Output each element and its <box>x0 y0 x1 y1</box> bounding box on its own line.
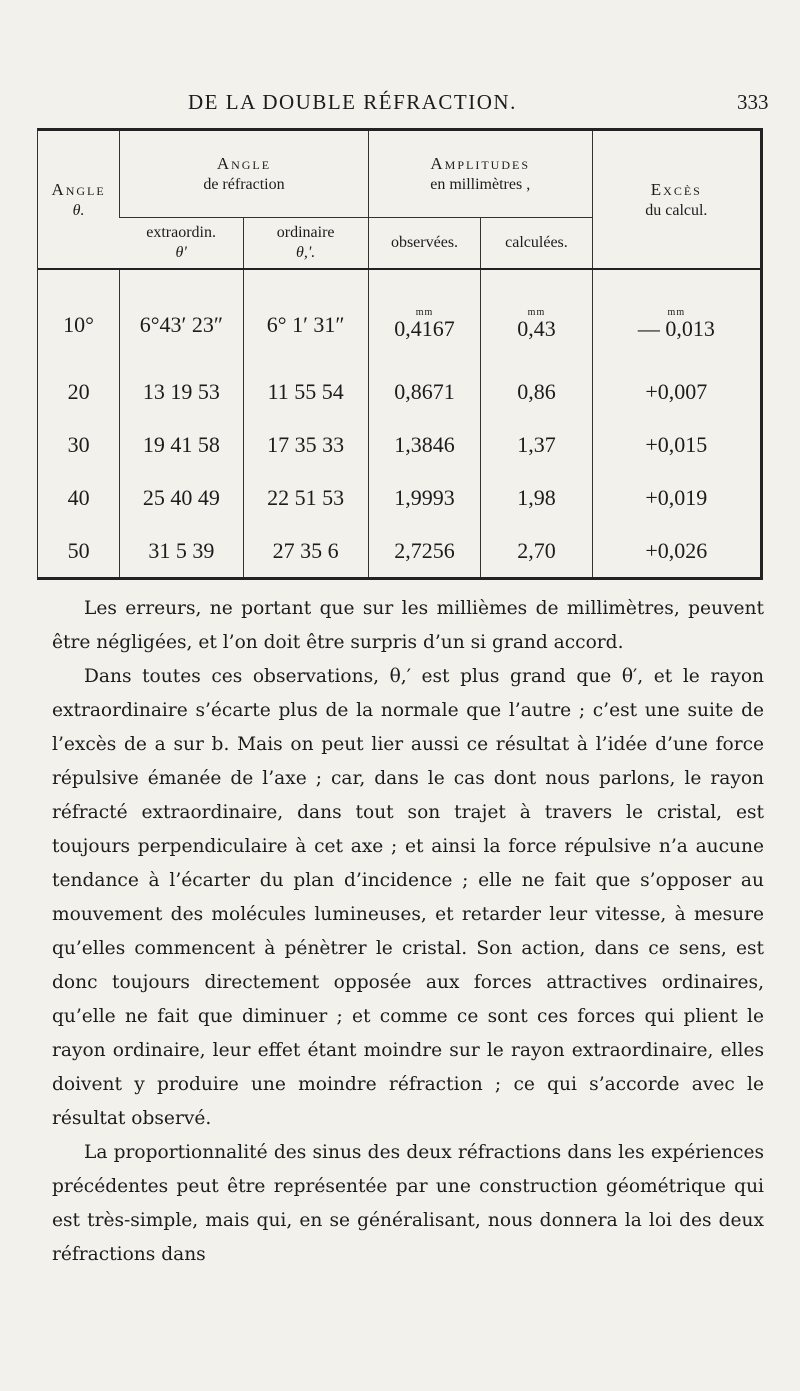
cell-ordinary: 11 55 54 <box>243 366 368 419</box>
body-text <box>52 592 764 1272</box>
header-excess: Excès du calcul. <box>592 131 760 269</box>
cell-extraordinary: 6°43′ 23″ <box>120 269 243 366</box>
header-observed: observées. <box>368 218 480 270</box>
cell-extraordinary: 13 19 53 <box>120 366 243 419</box>
cell-calculated: 2,70 <box>481 524 592 577</box>
cell-observed: 1,3846 <box>368 419 480 472</box>
table-row <box>38 366 760 419</box>
table-row <box>38 471 760 524</box>
cell-calculated: mm 0,43 <box>481 269 592 366</box>
header-ordinary: ordinaire θ,'. <box>243 218 368 270</box>
header-calculated: calculées. <box>481 218 592 270</box>
running-title: DE LA DOUBLE RÉFRACTION. <box>188 90 517 114</box>
unit-label: mm <box>415 307 434 319</box>
cell-extraordinary: 25 40 49 <box>120 471 243 524</box>
cell-calculated: 1,98 <box>481 471 592 524</box>
cell-excess: mm — 0,013 <box>592 269 760 366</box>
cell-calculated: 1,37 <box>481 419 592 472</box>
paragraph: La proportionnalité des sinus des deux réfractions dans les expériences précédentes peut être représentée par une construction géométrique qui est très-simple, mais qui, en se généralisant, nous donnera la loi des deux réfractions dans <box>52 1142 764 1265</box>
cell-observed: 0,8671 <box>368 366 480 419</box>
table-row <box>38 269 760 366</box>
header-refraction-group: Angle de réfraction <box>120 131 369 218</box>
cell-calculated: 0,86 <box>481 366 592 419</box>
cell-ordinary: 17 35 33 <box>243 419 368 472</box>
cell-angle: 10° <box>63 311 94 337</box>
table-row <box>38 524 760 577</box>
cell-angle: 50 <box>67 537 90 563</box>
cell-ordinary: 6° 1′ 31″ <box>243 269 368 366</box>
table-row <box>38 419 760 472</box>
cell-excess: +0,015 <box>592 419 760 472</box>
data-table <box>37 128 763 580</box>
cell-observed: 2,7256 <box>368 524 480 577</box>
header-amplitudes-group: Amplitudes en millimètres , <box>368 131 592 218</box>
cell-extraordinary: 19 41 58 <box>120 419 243 472</box>
header-angle: Angle θ. <box>51 179 106 219</box>
cell-ordinary: 27 35 6 <box>243 524 368 577</box>
unit-label: mm <box>527 307 546 319</box>
header-extraordinary: extraordin. θ' <box>120 218 243 270</box>
page-number: 333 <box>737 90 769 114</box>
paragraph: Dans toutes ces observations, θ,′ est plus grand que θ′, et le rayon extraordinaire s’écarte plus de la normale que l’autre ; c’est une suite de l’excès de a sur b. Mais on peut lier aussi ce résultat à l’idée d’une force répulsive émanée de l’axe ; car, dans le cas dont nous parlons, le rayon réfracté extraordinaire, dans tout son trajet à travers le cristal, est toujours perpendiculaire à cet axe ; et ainsi la force répulsive n’a aucune tendance à l’écarter du plan d’incidence ; elle ne fait que s’opposer au mouvement des molécules lumineuses, et retarder leur vitesse, à mesure qu’elles commencent à pénètrer le cristal. Son action, dans ce sens, est donc toujours directement opposée aux forces attractives ordinaires, qu’elle ne fait que diminuer ; et comme ce sont ces forces qui plient le rayon ordinaire, leur effet étant moindre sur le rayon extraordinaire, elles doivent y produire une moindre réfraction ; ce qui s’accorde avec le résultat observé. <box>52 666 764 1129</box>
paragraph: Les erreurs, ne portant que sur les millièmes de millimètres, peuvent être négligées, et l’on doit être surpris d’un si grand accord. <box>52 598 764 653</box>
cell-angle: 20 <box>67 379 90 405</box>
cell-observed: 1,9993 <box>368 471 480 524</box>
unit-label: mm <box>667 307 686 319</box>
cell-angle: 40 <box>67 484 90 510</box>
cell-excess: +0,007 <box>592 366 760 419</box>
cell-excess: +0,019 <box>592 471 760 524</box>
cell-excess: +0,026 <box>592 524 760 577</box>
cell-extraordinary: 31 5 39 <box>120 524 243 577</box>
cell-ordinary: 22 51 53 <box>243 471 368 524</box>
cell-observed: mm 0,4167 <box>368 269 480 366</box>
page-header <box>0 84 800 124</box>
cell-angle: 30 <box>67 432 90 458</box>
